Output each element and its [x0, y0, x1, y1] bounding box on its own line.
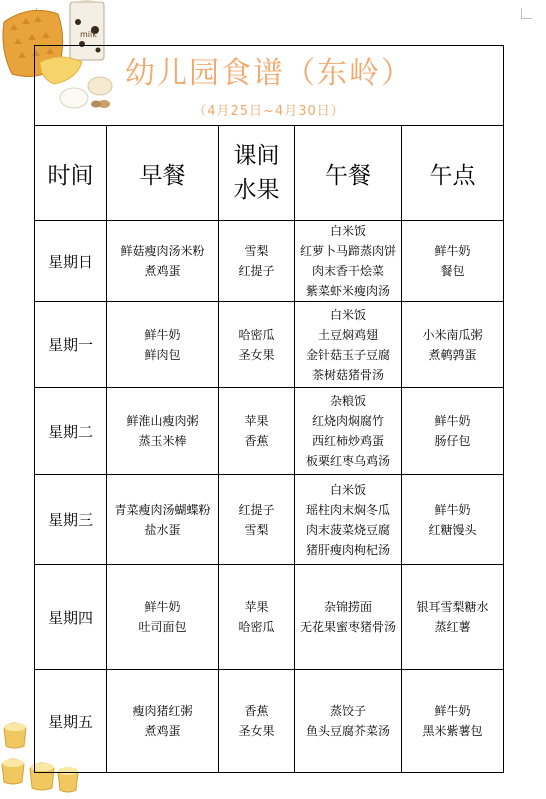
breakfast-cell — [107, 565, 219, 670]
dish-text: 鲜牛奶 — [144, 327, 181, 342]
dish-text: 白米饭 — [329, 224, 366, 238]
day-cell: 星期二 — [35, 388, 107, 475]
dish-text: 鲜牛奶 — [434, 414, 471, 428]
dish-text: 瑶柱肉末焖冬瓜 — [305, 502, 390, 517]
breakfast-cell — [107, 670, 219, 773]
dish-text: 肉末菠菜烧豆腐 — [305, 522, 390, 537]
dish-text: 煮鹌鹑蛋 — [428, 347, 477, 362]
header-time: 时间 — [35, 126, 107, 221]
header-snack: 午点 — [402, 126, 504, 221]
dish-text: 杂锦捞面 — [323, 600, 372, 614]
page-title: 幼儿园食谱（东岭） — [125, 56, 413, 91]
dish-text: 雪梨 — [244, 244, 269, 258]
dish-text: 青菜瘦肉汤蝴蝶粉 — [114, 502, 211, 517]
dish-text: 猪肝瘦肉枸杞汤 — [305, 542, 390, 557]
lunch-cell — [295, 670, 402, 773]
dish-text: 白米饭 — [329, 482, 366, 497]
menu-table — [34, 45, 504, 773]
table-row — [35, 221, 504, 302]
header-fruit — [219, 126, 295, 221]
dish-text: 煮鸡蛋 — [144, 724, 181, 738]
dish-text: 香蕉 — [244, 434, 269, 448]
dish-text: 小米南瓜粥 — [422, 327, 483, 342]
lunch-cell — [295, 302, 402, 388]
breakfast-cell — [107, 302, 219, 388]
table-row — [35, 388, 504, 475]
dish-text: 杂粮饭 — [329, 394, 366, 408]
dish-text: 盐水蛋 — [144, 522, 181, 537]
svg-text:milk: milk — [80, 30, 97, 39]
header-fruit-line2: 水果 — [233, 177, 280, 203]
dish-text: 红烧肉焖腐竹 — [311, 414, 384, 428]
dish-text: 圣女果 — [238, 724, 275, 738]
snack-cell — [402, 670, 504, 773]
table-row — [35, 670, 504, 773]
dish-text: 紫菜虾米瘦肉汤 — [305, 284, 390, 298]
dish-text: 蒸玉米棒 — [138, 434, 187, 448]
dish-text: 白米饭 — [329, 307, 366, 322]
table-row — [35, 565, 504, 670]
dish-text: 哈密瓜 — [238, 620, 275, 634]
dish-text: 板栗红枣乌鸡汤 — [305, 454, 390, 468]
day-cell: 星期五 — [35, 670, 107, 773]
fruit-cell — [219, 565, 295, 670]
lunch-cell — [295, 565, 402, 670]
fruit-cell — [219, 475, 295, 565]
lunch-cell — [295, 388, 402, 475]
snack-cell — [402, 475, 504, 565]
snack-cell — [402, 302, 504, 388]
dish-text: 鲜牛奶 — [434, 244, 471, 258]
dish-text: 红提子 — [238, 264, 275, 278]
dish-text: 西红柿炒鸡蛋 — [311, 434, 384, 448]
breakfast-cell — [107, 388, 219, 475]
dish-text: 黑米紫薯包 — [422, 724, 483, 738]
breakfast-cell — [107, 475, 219, 565]
header-fruit-line1: 课间 — [233, 143, 280, 169]
day-cell: 星期四 — [35, 565, 107, 670]
dish-text: 香蕉 — [244, 704, 269, 718]
dish-text: 肉末香干烩菜 — [311, 264, 384, 278]
table-row — [35, 302, 504, 388]
dish-text: 煮鸡蛋 — [144, 264, 181, 278]
dish-text: 鲜牛奶 — [144, 600, 181, 614]
dish-text: 哈密瓜 — [238, 327, 275, 342]
dish-text: 鲜肉包 — [144, 347, 181, 362]
fruit-cell — [219, 670, 295, 773]
dish-text: 土豆焖鸡翅 — [317, 327, 378, 342]
header-lunch: 午餐 — [295, 126, 402, 221]
dish-text: 红糖馒头 — [428, 522, 477, 537]
dish-text: 肠仔包 — [434, 434, 471, 448]
dish-text: 鲜牛奶 — [434, 704, 471, 718]
snack-cell — [402, 221, 504, 302]
lunch-cell — [295, 221, 402, 302]
dish-text: 红提子 — [238, 502, 275, 517]
day-cell: 星期一 — [35, 302, 107, 388]
dish-text: 鲜菇瘦肉汤米粉 — [120, 244, 205, 258]
dish-text: 鲜牛奶 — [434, 502, 471, 517]
dish-text: 雪梨 — [244, 522, 269, 537]
dish-text: 红萝卜马蹄蒸肉饼 — [299, 244, 396, 258]
title-cell — [35, 46, 504, 126]
header-row — [35, 126, 504, 221]
dish-text: 金针菇玉子豆腐 — [305, 347, 390, 362]
date-range: （4月25日~4月30日） — [193, 104, 345, 119]
breakfast-cell — [107, 221, 219, 302]
dish-text: 苹果 — [244, 600, 269, 614]
dish-text: 茶树菇猪骨汤 — [311, 367, 384, 382]
fruit-cell — [219, 221, 295, 302]
dish-text: 鲜淮山瘦肉粥 — [126, 414, 199, 428]
snack-cell — [402, 565, 504, 670]
snack-cell — [402, 388, 504, 475]
day-cell: 星期三 — [35, 475, 107, 565]
dish-text: 无花果蜜枣猪骨汤 — [299, 620, 396, 634]
dish-text: 鱼头豆腐芥菜汤 — [305, 724, 390, 738]
table-row — [35, 475, 504, 565]
crop-mark-top-right — [521, 8, 532, 19]
menu-body — [35, 221, 504, 773]
fruit-cell — [219, 302, 295, 388]
dish-text: 苹果 — [244, 414, 269, 428]
dish-text: 瘦肉猪红粥 — [132, 704, 193, 718]
dish-text: 餐包 — [440, 264, 465, 278]
header-breakfast: 早餐 — [107, 126, 219, 221]
fruit-cell — [219, 388, 295, 475]
dish-text: 蒸饺子 — [329, 704, 366, 718]
dish-text: 圣女果 — [238, 347, 275, 362]
dish-text: 蒸红薯 — [434, 620, 471, 634]
day-cell: 星期日 — [35, 221, 107, 302]
dish-text: 银耳雪梨糖水 — [416, 600, 489, 614]
dish-text: 吐司面包 — [138, 620, 187, 634]
lunch-cell — [295, 475, 402, 565]
